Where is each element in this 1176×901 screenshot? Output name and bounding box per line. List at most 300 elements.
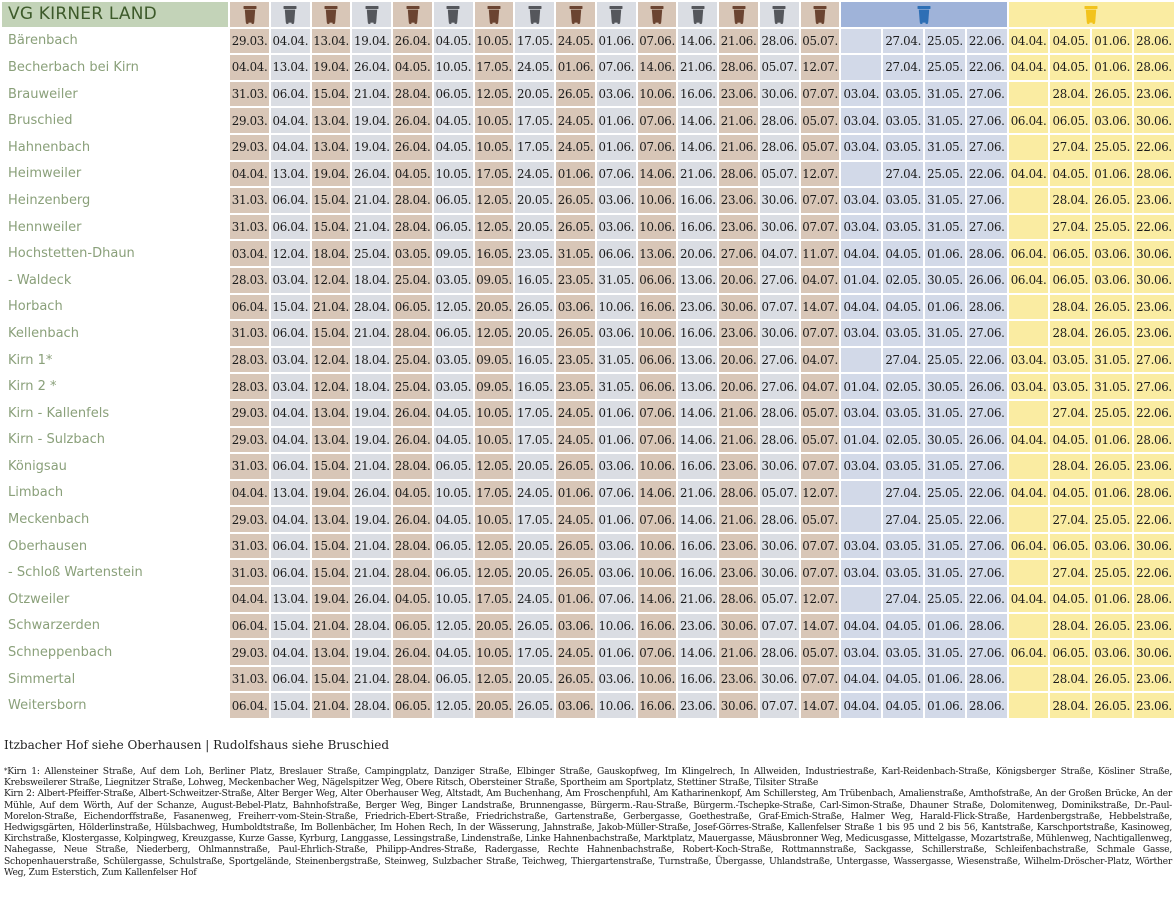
residual-waste-date: 06.04. (271, 321, 310, 346)
organic-waste-date: 24.05. (556, 507, 595, 532)
paper-waste-date (841, 162, 881, 187)
organic-waste-date: 07.06. (638, 108, 677, 133)
packaging-waste-date: 06.04. (1009, 241, 1049, 266)
packaging-waste-date: 25.05. (1092, 401, 1132, 426)
organic-waste-date: 07.07. (801, 560, 840, 585)
organic-waste-date: 23.05. (556, 268, 595, 293)
packaging-waste-date: 27.04. (1050, 135, 1090, 160)
residual-waste-date: 04.04. (271, 29, 310, 54)
organic-waste-date: 03.06. (556, 614, 595, 639)
paper-waste-date: 27.06. (967, 135, 1007, 160)
organic-waste-date: 20.06. (719, 268, 758, 293)
packaging-waste-date: 23.06. (1134, 693, 1174, 718)
paper-waste-date: 01.06. (925, 295, 965, 320)
organic-waste-date: 26.05. (556, 667, 595, 692)
residual-waste-date: 10.05. (434, 481, 473, 506)
organic-waste-date: 15.04. (312, 321, 351, 346)
paper-waste-date: 31.05. (925, 560, 965, 585)
organic-waste-date: 28.06. (719, 55, 758, 80)
town-name: Oberhausen (8, 538, 88, 554)
organic-waste-date: 14.07. (801, 614, 840, 639)
table-row (2, 374, 1174, 399)
residual-waste-date: 06.06. (597, 241, 636, 266)
organic-waste-date: 09.05. (475, 348, 514, 373)
packaging-waste-date: 26.05. (1092, 82, 1132, 107)
paper-waste-date: 28.06. (967, 614, 1007, 639)
residual-waste-date: 17.05. (515, 428, 554, 453)
organic-waste-date: 05.07. (801, 108, 840, 133)
residual-waste-date: 23.05. (515, 241, 554, 266)
organic-waste-date: 31.03. (230, 188, 269, 213)
residual-waste-date: 13.04. (271, 55, 310, 80)
residual-waste-date: 20.05. (515, 321, 554, 346)
organic-waste-date: 21.06. (719, 401, 758, 426)
organic-waste-date: 28.03. (230, 268, 269, 293)
organic-waste-date: 19.04. (312, 55, 351, 80)
footnote-marker: * (4, 767, 8, 775)
paper-waste-date: 01.06. (925, 693, 965, 718)
packaging-waste-date: 31.05. (1092, 374, 1132, 399)
paper-waste-date: 04.05. (883, 667, 923, 692)
brown-bin-icon (638, 2, 677, 27)
organic-waste-date: 21.06. (719, 29, 758, 54)
residual-waste-date: 14.06. (678, 401, 717, 426)
organic-waste-date: 12.07. (801, 162, 840, 187)
residual-waste-date: 07.07. (760, 295, 799, 320)
residual-waste-date: 20.05. (515, 534, 554, 559)
organic-waste-date: 06.06. (638, 374, 677, 399)
packaging-waste-date: 28.06. (1134, 428, 1174, 453)
kirn2-streets: Kirn 2: Albert-Pfeiffer-Straße, Albert-Schweitzer-Straße, Alter Berger Weg, Alter Oberhauser Weg, Altstadt, Am Buchenhang, Am Froschenpfuhl, Am Katharinenkopf, Am Schillersteg, Am Trübenbach, Amalienstraße, Amthofstraße, An der Großen Brücke, An der Mühle, Auf dem Wörth, Auf der Schanze, August-Bebel-Platz, Bahnhofstraße, Berger Weg, Binger Landstraße, Brunnengasse, Bürgerm.-Rau-Straße, Bürgerm.-Tschepke-Straße, Carl-Simon-Straße, Dhauner Straße, Dolomitenweg, Dominikstraße, Dr.-Paul-Morelon-Straße, Eichendorffstraße, Fasanenweg, Freiherr-vom-Stein-Straße, Friedrich-Ebert-Straße, Friedrichstraße, Gartenstraße, Gerbergasse, Goethestraße, Graf-Emich-Straße, Halmer Weg, Harald-Flick-Straße, Hardenbergstraße, Hebbelstraße, Hedwigsgärten, Hölderlinstraße, Hülsbachweg, Humboldtstraße, Im Bollenbächer, Im Hohen Rech, In der Wässerung, Jahnstraße, Jakob-Müller-Straße, Josef-Görres-Straße, Kallenfelser Straße 1 bis 95 und 2 bis 56, Kantstraße, Karschportstraße, Kasinoweg, Kirchstraße, Klostergasse, Kolpingweg, Kreuzgasse, Kurze Gasse, Kyrburg, Langgasse, Lessingstraße, Lindenstraße, Linke Hahnenbachstraße, Marktplatz, Mauergasse, Mäusbronner Weg, Medicusgasse, Mittelgasse, Mozartstraße, Mühlenweg, Nachtigallenweg, Nahegasse, Neue Straße, Niederberg, Ohlmannstraße, Paul-Ehrlich-Straße, Philipp-Andres-Straße, Radergasse, Rechte Hahnenbachstraße, Robert-Koch-Straße, Rottmannstraße, Sackgasse, Schillerstraße, Schleifenbachstraße, Schmale Gasse, Schopenhauerstraße, Schülergasse, Schulstraße, Sportgelände, Steinenbergstraße, Steinweg, Sulzbacher Straße, Teichweg, Thiergartenstraße, Turnstraße, Übergasse, Uhlandstraße, Untergasse, Wassergasse, Wiesenstraße, Wilhelm-Dröscher-Platz, Wörther Weg, Zum Esterstich, Zum Kallenfelser Hof (4, 788, 1172, 878)
residual-waste-date: 19.04. (352, 29, 391, 54)
packaging-waste-date: 01.06. (1092, 29, 1132, 54)
residual-waste-date: 18.04. (352, 268, 391, 293)
organic-waste-date: 31.03. (230, 534, 269, 559)
packaging-waste-date: 23.06. (1134, 454, 1174, 479)
residual-waste-date: 07.07. (760, 614, 799, 639)
town-name: Kirn - Kallenfels (8, 405, 110, 421)
packaging-waste-date: 27.04. (1050, 215, 1090, 240)
table-row (2, 614, 1174, 639)
residual-waste-date: 03.06. (597, 667, 636, 692)
residual-waste-date: 06.05. (434, 215, 473, 240)
organic-waste-date: 29.03. (230, 640, 269, 665)
residual-waste-date: 30.06. (760, 188, 799, 213)
paper-waste-date: 27.06. (967, 640, 1007, 665)
organic-waste-date: 14.06. (638, 587, 677, 612)
organic-waste-date: 04.04. (230, 162, 269, 187)
organic-waste-date: 21.04. (312, 295, 351, 320)
packaging-waste-date: 28.04. (1050, 693, 1090, 718)
organic-waste-date: 28.03. (230, 348, 269, 373)
residual-waste-date: 23.06. (678, 693, 717, 718)
town-name: Horbach (8, 299, 63, 315)
residual-waste-date: 15.04. (271, 693, 310, 718)
packaging-waste-date: 06.05. (1050, 241, 1090, 266)
residual-waste-date: 03.04. (271, 348, 310, 373)
residual-waste-date: 30.06. (760, 560, 799, 585)
paper-waste-date: 25.05. (925, 29, 965, 54)
organic-waste-date: 13.04. (312, 640, 351, 665)
organic-waste-date: 10.06. (638, 215, 677, 240)
organic-waste-date: 29.03. (230, 507, 269, 532)
residual-waste-date: 16.06. (678, 82, 717, 107)
residual-waste-date: 12.05. (434, 295, 473, 320)
paper-waste-date: 27.04. (883, 507, 923, 532)
paper-waste-date: 03.04. (841, 560, 881, 585)
town-name: Brauweiler (8, 86, 78, 102)
residual-waste-date: 13.04. (271, 587, 310, 612)
organic-waste-date: 04.04. (230, 587, 269, 612)
residual-waste-date: 28.04. (352, 614, 391, 639)
packaging-waste-date: 25.05. (1092, 507, 1132, 532)
paper-waste-date: 03.04. (841, 534, 881, 559)
residual-waste-date: 06.04. (271, 188, 310, 213)
packaging-waste-date: 28.04. (1050, 295, 1090, 320)
organic-waste-date: 29.03. (230, 108, 269, 133)
packaging-waste-date: 28.04. (1050, 454, 1090, 479)
paper-waste-date (841, 587, 881, 612)
table-row (2, 321, 1174, 346)
organic-waste-date: 17.05. (475, 55, 514, 80)
residual-waste-date: 14.06. (678, 135, 717, 160)
residual-waste-date: 01.06. (597, 135, 636, 160)
packaging-waste-date (1009, 693, 1049, 718)
table-row (2, 135, 1174, 160)
organic-waste-date: 10.05. (475, 108, 514, 133)
packaging-waste-date: 26.05. (1092, 667, 1132, 692)
packaging-waste-date: 04.05. (1050, 29, 1090, 54)
packaging-waste-date: 27.04. (1050, 401, 1090, 426)
organic-waste-date: 25.04. (393, 374, 432, 399)
packaging-waste-date: 06.05. (1050, 108, 1090, 133)
organic-waste-date: 24.05. (556, 428, 595, 453)
residual-waste-date: 03.04. (271, 268, 310, 293)
paper-waste-date: 03.04. (841, 401, 881, 426)
organic-waste-date: 26.04. (393, 401, 432, 426)
footnotes (4, 766, 1172, 878)
paper-waste-date: 27.06. (967, 82, 1007, 107)
organic-waste-date: 23.06. (719, 188, 758, 213)
residual-waste-date: 28.04. (352, 295, 391, 320)
organic-waste-date: 04.05. (393, 587, 432, 612)
residual-waste-date: 28.06. (760, 428, 799, 453)
packaging-waste-date: 30.06. (1134, 534, 1174, 559)
organic-waste-date: 26.04. (393, 29, 432, 54)
table-row (2, 428, 1174, 453)
paper-waste-date: 22.06. (967, 29, 1007, 54)
brown-bin-icon (719, 2, 758, 27)
packaging-waste-date: 23.06. (1134, 667, 1174, 692)
residual-waste-date: 10.05. (434, 162, 473, 187)
paper-waste-date: 03.05. (883, 82, 923, 107)
organic-waste-date: 15.04. (312, 560, 351, 585)
residual-waste-date: 31.05. (597, 348, 636, 373)
organic-waste-date: 07.06. (638, 135, 677, 160)
residual-waste-date: 24.05. (515, 162, 554, 187)
organic-waste-date: 07.06. (638, 401, 677, 426)
grey-bin-icon (678, 2, 717, 27)
organic-waste-date: 05.07. (801, 640, 840, 665)
residual-waste-date: 28.06. (760, 29, 799, 54)
residual-waste-date: 19.04. (352, 640, 391, 665)
packaging-waste-date: 04.04. (1009, 428, 1049, 453)
organic-waste-date: 24.05. (556, 401, 595, 426)
packaging-waste-date: 27.06. (1134, 374, 1174, 399)
table-row (2, 215, 1174, 240)
organic-waste-date: 29.03. (230, 29, 269, 54)
residual-waste-date: 03.06. (597, 188, 636, 213)
packaging-waste-date: 23.06. (1134, 614, 1174, 639)
paper-waste-date: 01.04. (841, 268, 881, 293)
organic-waste-date: 31.05. (556, 241, 595, 266)
table-title: VG KIRNER LAND (2, 2, 228, 27)
residual-waste-date: 16.06. (678, 215, 717, 240)
organic-waste-date: 28.06. (719, 481, 758, 506)
residual-waste-date: 19.04. (352, 507, 391, 532)
organic-waste-date: 07.07. (801, 82, 840, 107)
organic-waste-date: 15.04. (312, 454, 351, 479)
town-name: Kirn 1* (8, 352, 53, 368)
organic-waste-date: 28.04. (393, 188, 432, 213)
paper-waste-date: 01.06. (925, 614, 965, 639)
organic-waste-date: 07.07. (801, 188, 840, 213)
packaging-waste-date: 03.06. (1092, 268, 1132, 293)
residual-waste-date: 14.06. (678, 640, 717, 665)
organic-waste-date: 29.03. (230, 428, 269, 453)
organic-waste-date: 10.05. (475, 135, 514, 160)
packaging-waste-date: 03.04. (1009, 348, 1049, 373)
organic-waste-date: 26.05. (556, 215, 595, 240)
residual-waste-date: 16.05. (515, 268, 554, 293)
organic-waste-date: 10.06. (638, 534, 677, 559)
residual-waste-date: 13.06. (678, 348, 717, 373)
paper-waste-date: 03.05. (883, 321, 923, 346)
residual-waste-date: 30.06. (760, 454, 799, 479)
organic-waste-date: 23.05. (556, 374, 595, 399)
organic-waste-date: 26.05. (556, 321, 595, 346)
brown-bin-icon (801, 2, 840, 27)
grey-bin-icon (515, 2, 554, 27)
organic-waste-date: 24.05. (556, 640, 595, 665)
footnote-kirn2 (4, 788, 1172, 878)
packaging-waste-date: 28.06. (1134, 55, 1174, 80)
organic-waste-date: 21.06. (719, 640, 758, 665)
paper-waste-date: 01.04. (841, 374, 881, 399)
residual-waste-date: 23.06. (678, 295, 717, 320)
paper-waste-date: 31.05. (925, 640, 965, 665)
yellow-bin-icon (1009, 2, 1174, 27)
paper-waste-date: 03.04. (841, 640, 881, 665)
organic-waste-date: 12.07. (801, 587, 840, 612)
packaging-waste-date: 27.06. (1134, 348, 1174, 373)
organic-waste-date: 06.04. (230, 295, 269, 320)
residual-waste-date: 20.05. (515, 82, 554, 107)
organic-waste-date: 26.05. (556, 560, 595, 585)
organic-waste-date: 06.05. (393, 295, 432, 320)
paper-waste-date: 31.05. (925, 534, 965, 559)
residual-waste-date: 12.05. (434, 693, 473, 718)
organic-waste-date: 05.07. (801, 428, 840, 453)
residual-waste-date: 23.06. (678, 614, 717, 639)
paper-waste-date: 27.06. (967, 321, 1007, 346)
organic-waste-date: 14.06. (638, 162, 677, 187)
organic-waste-date: 19.04. (312, 481, 351, 506)
organic-waste-date: 12.07. (801, 55, 840, 80)
packaging-waste-date: 27.04. (1050, 560, 1090, 585)
paper-waste-date: 27.06. (967, 215, 1007, 240)
organic-waste-date: 17.05. (475, 162, 514, 187)
paper-waste-date: 28.06. (967, 241, 1007, 266)
organic-waste-date: 07.06. (638, 428, 677, 453)
residual-waste-date: 06.05. (434, 321, 473, 346)
organic-waste-date: 14.06. (638, 55, 677, 80)
paper-waste-date: 04.05. (883, 295, 923, 320)
residual-waste-date: 10.05. (434, 55, 473, 80)
residual-waste-date: 13.04. (271, 481, 310, 506)
residual-waste-date: 09.05. (434, 241, 473, 266)
organic-waste-date: 06.05. (393, 693, 432, 718)
packaging-waste-date: 25.05. (1092, 135, 1132, 160)
organic-waste-date: 15.04. (312, 534, 351, 559)
packaging-waste-date: 23.06. (1134, 295, 1174, 320)
paper-waste-date: 27.06. (967, 560, 1007, 585)
packaging-waste-date: 28.06. (1134, 162, 1174, 187)
organic-waste-date: 26.04. (393, 108, 432, 133)
brown-bin-icon (312, 2, 351, 27)
residual-waste-date: 26.04. (352, 587, 391, 612)
packaging-waste-date: 03.05. (1050, 374, 1090, 399)
paper-waste-date: 25.05. (925, 481, 965, 506)
organic-waste-date: 10.05. (475, 507, 514, 532)
residual-waste-date: 04.05. (434, 29, 473, 54)
residual-waste-date: 20.05. (515, 215, 554, 240)
residual-waste-date: 03.06. (597, 321, 636, 346)
town-name: Bruschied (8, 113, 73, 129)
residual-waste-date: 04.04. (271, 640, 310, 665)
organic-waste-date: 20.05. (475, 693, 514, 718)
residual-waste-date: 28.06. (760, 401, 799, 426)
paper-waste-date: 27.06. (967, 188, 1007, 213)
paper-waste-date: 03.04. (841, 454, 881, 479)
packaging-waste-date: 04.04. (1009, 29, 1049, 54)
residual-waste-date: 20.05. (515, 560, 554, 585)
packaging-waste-date: 04.05. (1050, 587, 1090, 612)
packaging-waste-date: 01.06. (1092, 55, 1132, 80)
organic-waste-date: 21.06. (719, 108, 758, 133)
residual-waste-date: 21.04. (352, 667, 391, 692)
residual-waste-date: 03.06. (597, 534, 636, 559)
brown-bin-icon (230, 2, 269, 27)
residual-waste-date: 26.05. (515, 614, 554, 639)
residual-waste-date: 21.04. (352, 534, 391, 559)
residual-waste-date: 04.04. (271, 135, 310, 160)
organic-waste-date: 15.04. (312, 188, 351, 213)
organic-waste-date: 05.07. (801, 135, 840, 160)
organic-waste-date: 10.05. (475, 29, 514, 54)
organic-waste-date: 28.04. (393, 321, 432, 346)
packaging-waste-date: 06.04. (1009, 268, 1049, 293)
organic-waste-date: 13.04. (312, 401, 351, 426)
organic-waste-date: 19.04. (312, 162, 351, 187)
packaging-waste-date: 25.05. (1092, 215, 1132, 240)
residual-waste-date: 27.06. (760, 268, 799, 293)
residual-waste-date: 17.05. (515, 29, 554, 54)
paper-waste-date: 02.05. (883, 428, 923, 453)
residual-waste-date: 03.05. (434, 374, 473, 399)
organic-waste-date: 18.04. (312, 241, 351, 266)
organic-waste-date: 28.04. (393, 82, 432, 107)
organic-waste-date: 29.03. (230, 401, 269, 426)
residual-waste-date: 16.06. (678, 454, 717, 479)
town-name: Becherbach bei Kirn (8, 59, 139, 75)
paper-waste-date: 31.05. (925, 188, 965, 213)
organic-waste-date: 28.03. (230, 374, 269, 399)
organic-waste-date: 10.05. (475, 428, 514, 453)
packaging-waste-date: 03.06. (1092, 534, 1132, 559)
table-row (2, 454, 1174, 479)
organic-waste-date: 15.04. (312, 82, 351, 107)
organic-waste-date: 16.06. (638, 693, 677, 718)
paper-waste-date: 25.05. (925, 348, 965, 373)
packaging-waste-date: 26.05. (1092, 321, 1132, 346)
paper-waste-date: 03.05. (883, 135, 923, 160)
packaging-waste-date: 01.06. (1092, 587, 1132, 612)
organic-waste-date: 06.06. (638, 268, 677, 293)
residual-waste-date: 05.07. (760, 587, 799, 612)
organic-waste-date: 12.05. (475, 321, 514, 346)
table-row (2, 162, 1174, 187)
table-row (2, 108, 1174, 133)
packaging-waste-date (1009, 82, 1049, 107)
organic-waste-date: 07.07. (801, 321, 840, 346)
residual-waste-date: 06.04. (271, 534, 310, 559)
residual-waste-date: 03.05. (434, 268, 473, 293)
organic-waste-date: 17.05. (475, 587, 514, 612)
organic-waste-date: 25.04. (393, 348, 432, 373)
paper-waste-date: 22.06. (967, 55, 1007, 80)
table-row (2, 534, 1174, 559)
organic-waste-date: 26.05. (556, 188, 595, 213)
table-row (2, 587, 1174, 612)
organic-waste-date: 16.05. (475, 241, 514, 266)
residual-waste-date: 04.04. (271, 108, 310, 133)
residual-waste-date: 28.06. (760, 507, 799, 532)
packaging-waste-date (1009, 667, 1049, 692)
town-name: Hahnenbach (8, 139, 91, 155)
packaging-waste-date (1009, 188, 1049, 213)
residual-waste-date: 31.05. (597, 268, 636, 293)
organic-waste-date: 06.04. (230, 614, 269, 639)
residual-waste-date: 13.04. (271, 162, 310, 187)
packaging-waste-date: 22.06. (1134, 507, 1174, 532)
residual-waste-date: 12.05. (434, 614, 473, 639)
residual-waste-date: 24.05. (515, 55, 554, 80)
packaging-waste-date: 23.06. (1134, 321, 1174, 346)
town-name: Heinzenberg (8, 192, 91, 208)
residual-waste-date: 03.06. (597, 560, 636, 585)
residual-waste-date: 10.05. (434, 587, 473, 612)
organic-waste-date: 23.06. (719, 667, 758, 692)
paper-waste-date: 03.04. (841, 108, 881, 133)
residual-waste-date: 03.04. (271, 374, 310, 399)
organic-waste-date: 31.03. (230, 560, 269, 585)
residual-waste-date: 30.06. (760, 215, 799, 240)
table-row (2, 348, 1174, 373)
organic-waste-date: 13.04. (312, 29, 351, 54)
paper-waste-date: 31.05. (925, 215, 965, 240)
residual-waste-date: 18.04. (352, 374, 391, 399)
